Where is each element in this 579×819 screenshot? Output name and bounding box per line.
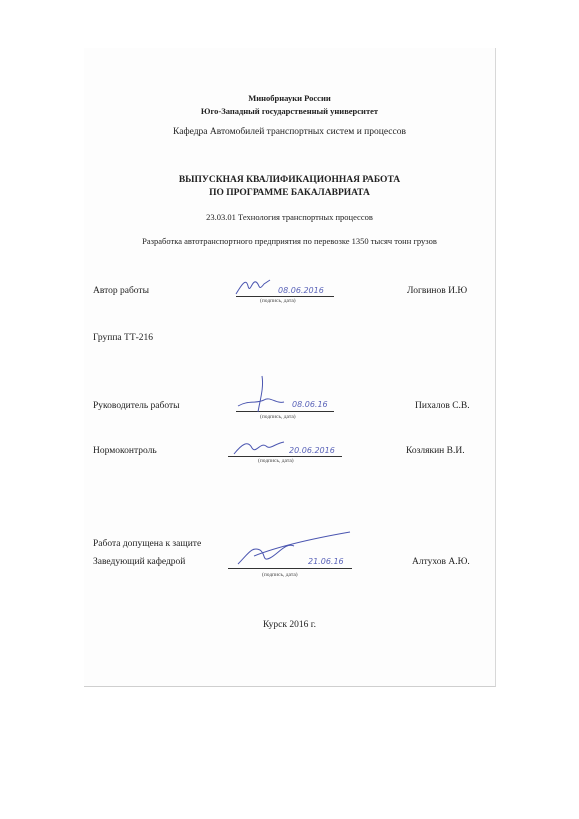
normcontrol-name: Козлякин В.И. [406,446,465,456]
supervisor-sign-caption: (подпись, дата) [260,414,296,420]
normcontrol-signature-mark [232,436,288,460]
normcontrol-sign-caption: (подпись, дата) [258,458,294,464]
specialty-text: 23.03.01 Технология транспортных процессов [206,212,373,222]
group-text: Группа ТТ-216 [93,333,154,343]
supervisor-signature-mark [234,374,294,416]
document-page [84,48,496,687]
head-sign-date: 21.06.16 [308,557,344,566]
author-label: Автор работы [93,286,149,296]
author-sign-caption: (подпись, дата) [260,298,296,304]
title-line-1: ВЫПУСКНАЯ КВАЛИФИКАЦИОННАЯ РАБОТА [178,175,401,185]
supervisor-label: Руководитель работы [93,401,180,411]
supervisor-sign-date: 08.06.16 [292,400,328,409]
supervisor-name: Пихалов С.В. [415,401,470,411]
head-sign-caption: (подпись, дата) [262,572,298,578]
head-signature-line [228,568,352,569]
head-of-department-label: Заведующий кафедрой [93,557,186,567]
university-heading: Юго-Западный государственный университет [200,106,379,116]
admission-text: Работа допущена к защите [93,539,202,549]
footer-city-year: Курск 2016 г. [263,620,316,630]
head-name: Алтухов А.Ю. [412,557,470,567]
author-sign-date: 08.06.2016 [278,286,324,295]
author-signature-mark [234,274,274,300]
normcontrol-sign-date: 20.06.2016 [289,446,335,455]
topic-text: Разработка автотранспортного предприятия по перевозке 1350 тысяч тонн грузов [142,236,437,246]
department-heading: Кафедра Автомобилей транспортных систем и процессов [173,127,406,137]
ministry-heading: Минобрнауки России [248,93,331,103]
author-name: Логвинов И.Ю [407,286,468,296]
normcontrol-label: Нормоконтроль [93,446,157,456]
title-line-2: ПО ПРОГРАММЕ БАКАЛАВРИАТА [209,188,370,198]
